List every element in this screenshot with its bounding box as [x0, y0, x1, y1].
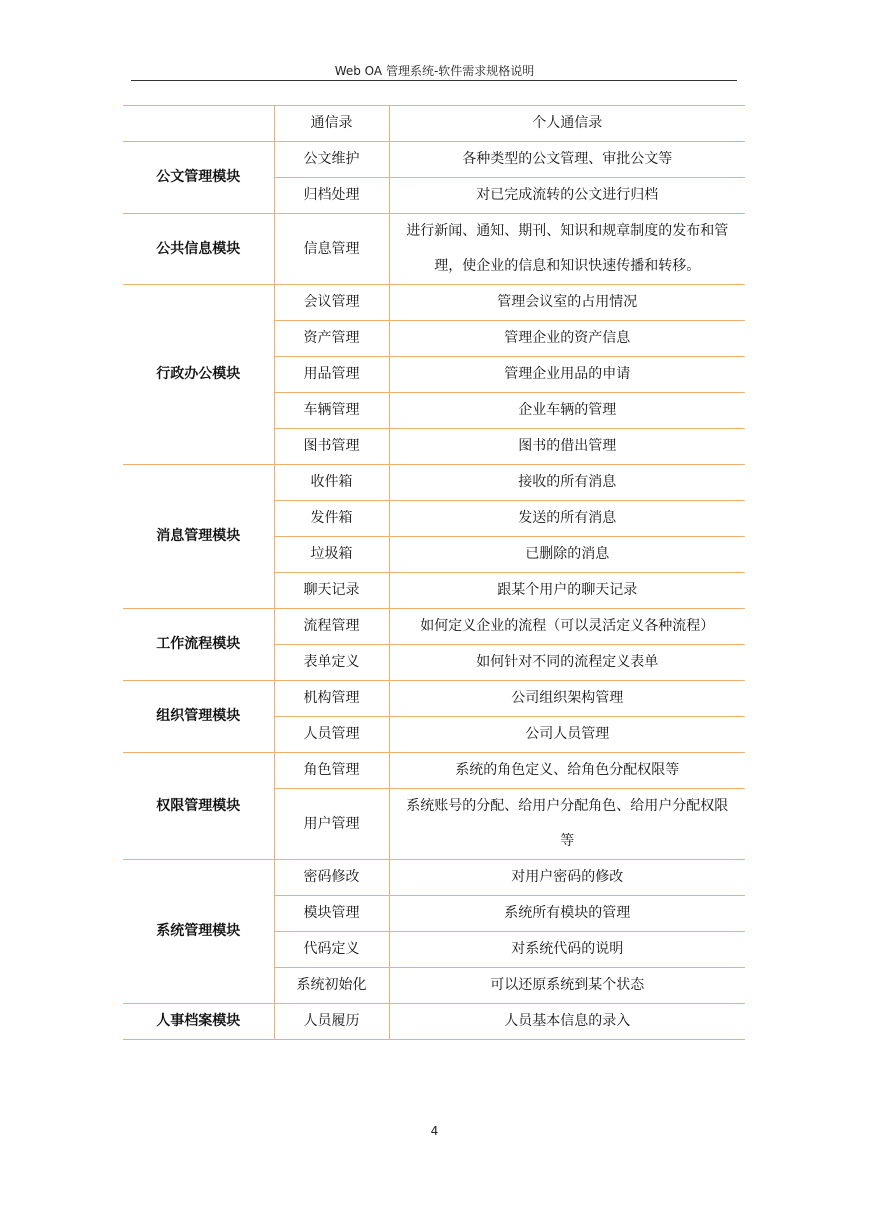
- table-row: [123, 753, 745, 789]
- description-cell: 进行新闻、通知、期刊、知识和规章制度的发布和管理，使企业的信息和知识快速传播和转移。: [389, 214, 745, 285]
- page-header-title: Web OA 管理系统-软件需求规格说明: [334, 64, 535, 78]
- function-cell: 信息管理: [274, 214, 389, 285]
- module-cell: 公共信息模块: [123, 214, 274, 285]
- function-cell: 角色管理: [274, 753, 389, 789]
- page-number: 4: [430, 1124, 439, 1138]
- function-cell: 公文维护: [274, 142, 389, 178]
- header-divider: [131, 80, 737, 81]
- function-cell: 归档处理: [274, 178, 389, 214]
- description-cell: 如何针对不同的流程定义表单: [389, 645, 745, 681]
- description-cell: 对已完成流转的公文进行归档: [389, 178, 745, 214]
- description-cell: 人员基本信息的录入: [389, 1004, 745, 1040]
- module-cell: 公文管理模块: [123, 142, 274, 214]
- description-cell: 已删除的消息: [389, 537, 745, 573]
- description-cell: 对系统代码的说明: [389, 932, 745, 968]
- table-row: [123, 285, 745, 321]
- table-row: [123, 681, 745, 717]
- description-cell: 图书的借出管理: [389, 429, 745, 465]
- table-row: [123, 465, 745, 501]
- description-cell: 公司人员管理: [389, 717, 745, 753]
- module-cell: 工作流程模块: [123, 609, 274, 681]
- table-row: [123, 214, 745, 285]
- function-cell: 模块管理: [274, 896, 389, 932]
- description-cell: 如何定义企业的流程（可以灵活定义各种流程）: [389, 609, 745, 645]
- function-cell: 车辆管理: [274, 393, 389, 429]
- table-row: [123, 142, 745, 178]
- description-cell: 管理企业的资产信息: [389, 321, 745, 357]
- module-cell: 人事档案模块: [123, 1004, 274, 1040]
- function-cell: 人员管理: [274, 717, 389, 753]
- function-cell: 发件箱: [274, 501, 389, 537]
- function-cell: 图书管理: [274, 429, 389, 465]
- function-cell: 系统初始化: [274, 968, 389, 1004]
- function-cell: 用品管理: [274, 357, 389, 393]
- description-cell: 管理企业用品的申请: [389, 357, 745, 393]
- description-cell: 公司组织架构管理: [389, 681, 745, 717]
- function-cell: 流程管理: [274, 609, 389, 645]
- module-spec-table: [123, 105, 745, 1040]
- table-row: [123, 860, 745, 896]
- function-cell: 会议管理: [274, 285, 389, 321]
- function-cell: 人员履历: [274, 1004, 389, 1040]
- description-cell: 可以还原系统到某个状态: [389, 968, 745, 1004]
- module-cell: 系统管理模块: [123, 860, 274, 1004]
- description-cell: 接收的所有消息: [389, 465, 745, 501]
- description-cell: 系统所有模块的管理: [389, 896, 745, 932]
- table-row: [123, 1004, 745, 1040]
- description-cell: 各种类型的公文管理、审批公文等: [389, 142, 745, 178]
- function-cell: 用户管理: [274, 789, 389, 860]
- description-cell: 系统的角色定义、给角色分配权限等: [389, 753, 745, 789]
- function-cell: 通信录: [274, 106, 389, 142]
- module-cell: [123, 106, 274, 142]
- description-cell: 企业车辆的管理: [389, 393, 745, 429]
- description-cell: 管理会议室的占用情况: [389, 285, 745, 321]
- function-cell: 代码定义: [274, 932, 389, 968]
- module-cell: 权限管理模块: [123, 753, 274, 860]
- function-cell: 收件箱: [274, 465, 389, 501]
- function-cell: 密码修改: [274, 860, 389, 896]
- module-cell: 组织管理模块: [123, 681, 274, 753]
- function-cell: 垃圾箱: [274, 537, 389, 573]
- description-cell: 对用户密码的修改: [389, 860, 745, 896]
- module-cell: 行政办公模块: [123, 285, 274, 465]
- function-cell: 聊天记录: [274, 573, 389, 609]
- description-cell: 发送的所有消息: [389, 501, 745, 537]
- function-cell: 资产管理: [274, 321, 389, 357]
- description-cell: 个人通信录: [389, 106, 745, 142]
- description-cell: 跟某个用户的聊天记录: [389, 573, 745, 609]
- description-cell: 系统账号的分配、给用户分配角色、给用户分配权限等: [389, 789, 745, 860]
- table-row: [123, 106, 745, 142]
- function-cell: 表单定义: [274, 645, 389, 681]
- function-cell: 机构管理: [274, 681, 389, 717]
- module-cell: 消息管理模块: [123, 465, 274, 609]
- table-row: [123, 609, 745, 645]
